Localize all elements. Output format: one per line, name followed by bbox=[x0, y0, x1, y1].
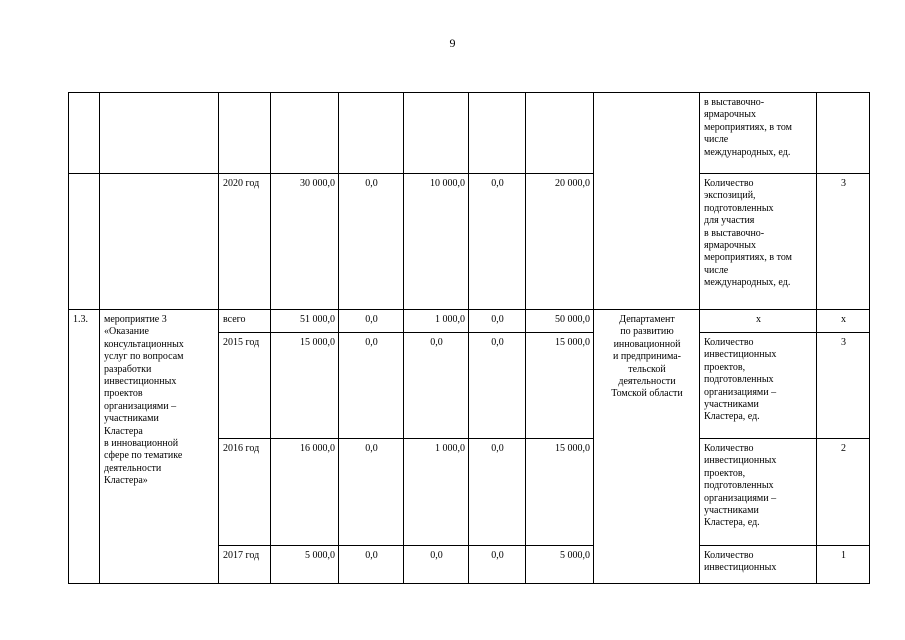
local-cell: 0,0 bbox=[469, 333, 526, 439]
regional-cell bbox=[404, 93, 469, 174]
regional-cell: 1 000,0 bbox=[404, 439, 469, 546]
extra-budget-cell: 20 000,0 bbox=[526, 174, 594, 310]
period-cell: 2017 год bbox=[219, 546, 271, 584]
indicator-cell: х bbox=[700, 310, 817, 333]
period-cell bbox=[219, 93, 271, 174]
extra-budget-cell: 5 000,0 bbox=[526, 546, 594, 584]
row-number-cell bbox=[69, 174, 100, 310]
total-cell: 16 000,0 bbox=[271, 439, 339, 546]
indicator-value-cell bbox=[817, 93, 870, 174]
federal-cell: 0,0 bbox=[339, 546, 404, 584]
table-row bbox=[69, 310, 870, 333]
total-cell bbox=[271, 93, 339, 174]
table-row bbox=[69, 174, 870, 310]
indicator-value-cell: 2 bbox=[817, 439, 870, 546]
regional-cell: 0,0 bbox=[404, 333, 469, 439]
local-cell: 0,0 bbox=[469, 439, 526, 546]
extra-budget-cell bbox=[526, 93, 594, 174]
period-cell: 2016 год bbox=[219, 439, 271, 546]
local-cell: 0,0 bbox=[469, 174, 526, 310]
indicator-cell: Количество инвестиционных bbox=[700, 546, 817, 584]
total-cell: 51 000,0 bbox=[271, 310, 339, 333]
row-number-cell: 1.3. bbox=[69, 310, 100, 584]
period-cell: 2020 год bbox=[219, 174, 271, 310]
federal-cell bbox=[339, 93, 404, 174]
indicator-value-cell: 3 bbox=[817, 333, 870, 439]
local-cell: 0,0 bbox=[469, 310, 526, 333]
indicator-cell: Количество инвестиционных проектов, подготовленных организациями – участниками Кластера, ед. bbox=[700, 333, 817, 439]
indicator-value-cell: 1 bbox=[817, 546, 870, 584]
total-cell: 5 000,0 bbox=[271, 546, 339, 584]
executor-cell: Департамент по развитию инновационной и предпринима- тельской деятельности Томской области bbox=[594, 310, 700, 584]
period-cell: всего bbox=[219, 310, 271, 333]
local-cell bbox=[469, 93, 526, 174]
activity-name-cell: мероприятие 3 «Оказание консультационных услуг по вопросам разработки инвестиционных проектов организациями – участниками Кластера в инновационной сфере по тематике деятельности Кластера» bbox=[100, 310, 219, 584]
program-activities-table bbox=[68, 92, 870, 584]
executor-cell bbox=[594, 93, 700, 310]
row-number-cell bbox=[69, 93, 100, 174]
extra-budget-cell: 15 000,0 bbox=[526, 439, 594, 546]
indicator-cell: Количество инвестиционных проектов, подготовленных организациями – участниками Кластера, ед. bbox=[700, 439, 817, 546]
federal-cell: 0,0 bbox=[339, 310, 404, 333]
local-cell: 0,0 bbox=[469, 546, 526, 584]
indicator-cell: Количество экспозиций, подготовленных для участия в выставочно- ярмарочных мероприятиях, в том числе международных, ед. bbox=[700, 174, 817, 310]
extra-budget-cell: 15 000,0 bbox=[526, 333, 594, 439]
indicator-value-cell: 3 bbox=[817, 174, 870, 310]
activity-name-cell bbox=[100, 174, 219, 310]
federal-cell: 0,0 bbox=[339, 333, 404, 439]
total-cell: 15 000,0 bbox=[271, 333, 339, 439]
federal-cell: 0,0 bbox=[339, 439, 404, 546]
page-number: 9 bbox=[449, 36, 456, 50]
indicator-value-cell: х bbox=[817, 310, 870, 333]
regional-cell: 10 000,0 bbox=[404, 174, 469, 310]
activity-name-cell bbox=[100, 93, 219, 174]
table-row bbox=[69, 93, 870, 174]
federal-cell: 0,0 bbox=[339, 174, 404, 310]
total-cell: 30 000,0 bbox=[271, 174, 339, 310]
indicator-cell: в выставочно- ярмарочных мероприятиях, в том числе международных, ед. bbox=[700, 93, 817, 174]
regional-cell: 0,0 bbox=[404, 546, 469, 584]
regional-cell: 1 000,0 bbox=[404, 310, 469, 333]
period-cell: 2015 год bbox=[219, 333, 271, 439]
extra-budget-cell: 50 000,0 bbox=[526, 310, 594, 333]
